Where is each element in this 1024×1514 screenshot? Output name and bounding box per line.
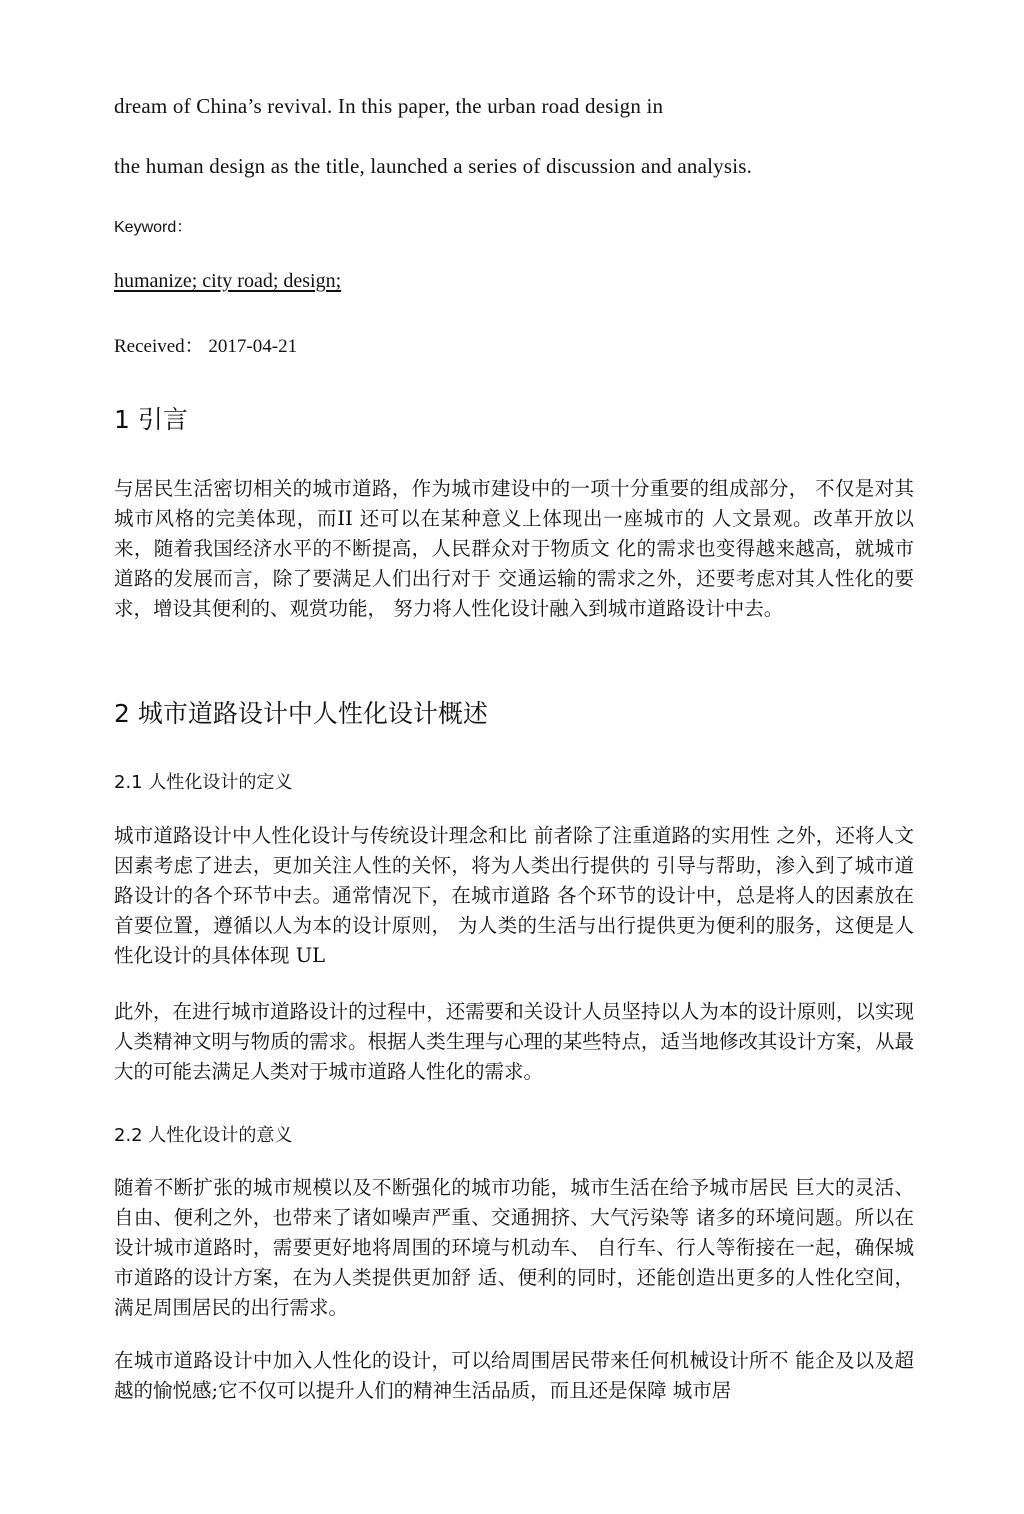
section-2-2-heading: 2.2 人性化设计的意义 bbox=[114, 1125, 293, 1146]
section-2-1-paragraph-2: 此外，在进行城市道路设计的过程中，还需要和关设计人员坚持以人为本的设计原则，以实现人类精神文明与物质的需求。根据人类生理与心理的某些特点，适当地修改其设计方案，从最大的可能去满足人类对于城市道路人性化的需求。 bbox=[114, 1000, 914, 1083]
abstract-line-2: the human design as the title, launched a series of discussion and analysis. bbox=[114, 154, 753, 178]
keyword-label: Keyword： bbox=[114, 219, 193, 236]
abstract-line-1: dream of China’s revival. In this paper, the urban road design in bbox=[114, 94, 664, 118]
keywords-link[interactable]: humanize; city road; design; bbox=[114, 270, 342, 292]
section-2-2-paragraph-1: 随着不断扩张的城市规模以及不断强化的城市功能，城市生活在给予城市居民 巨大的灵活、自由、便利之外，也带来了诸如噪声严重、交通拥挤、大气污染等 诸多的环境问题。所以在设计城市道路时，需要更好地将周围的环境与机动车、 自行车、行人等衔接在一起，确保城市道路的设计方案，在为人类提供更加舒 适、便利的同时，还能创造出更多的人性化空间，满足周围居民的出行需求。 bbox=[114, 1176, 914, 1319]
section-2-heading: 2 城市道路设计中人性化设计概述 bbox=[114, 699, 488, 728]
section-1-paragraph: 与居民生活密切相关的城市道路，作为城市建设中的一项十分重要的组成部分， 不仅是对其城市风格的完美体现，而II 还可以在某种意义上体现出一座城市的 人文景观。改革开放以来，随着我国经济水平的不断提高，人民群众对于物质文 化的需求也变得越来越高，就城市道路的发展而言，除了要满足人们出行对于 交通运输的需求之外，还要考虑对其人性化的要求，增设其便利的、观赏功能， 努力将人性化设计融入到城市道路设计中去。 bbox=[114, 477, 914, 620]
section-1-heading: 1 引言 bbox=[114, 405, 188, 434]
received-date: Received： 2017-04-21 bbox=[114, 336, 298, 357]
section-2-1-paragraph-1: 城市道路设计中人性化设计与传统设计理念和比 前者除了注重道路的实用性 之外，还将人文因素考虑了进去，更加关注人性的关怀，将为人类出行提供的 引导与帮助，渗入到了城市道路设计的各个环节中去。通常情况下，在城市道路 各个环节的设计中，总是将人的因素放在首要位置，遵循以人为本的设计原则， 为人类的生活与出行提供更为便利的服务，这便是人性化设计的具体体现 UL bbox=[114, 824, 914, 967]
section-2-1-heading: 2.1 人性化设计的定义 bbox=[114, 772, 293, 793]
section-2-2-paragraph-2: 在城市道路设计中加入人性化的设计，可以给周围居民带来任何机械设计所不 能企及以及超越的愉悦感;它不仅可以提升人们的精神生活品质，而且还是保障 城市居 bbox=[114, 1349, 914, 1402]
